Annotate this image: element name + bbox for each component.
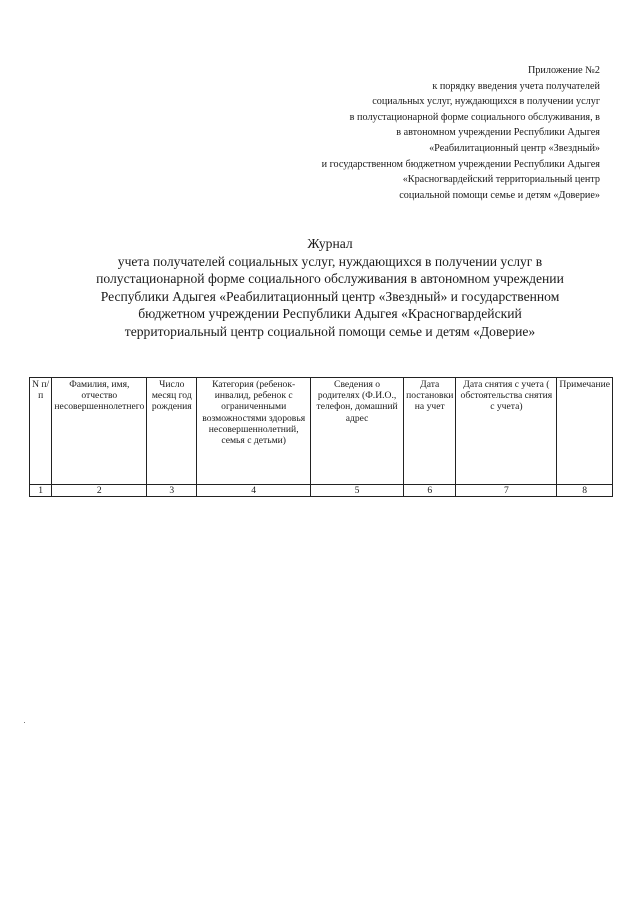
column-header-name: Фамилия, имя, отчество несовершеннолетнего <box>52 378 147 485</box>
document-title-text: учета получателей социальных услуг, нуждающихся в получении услуг в полустационарной форме социального обслуживания в автономном учреждении Республики Адыгея «Реабилитационный центр «Звездный» и государственном бюджетном учреждении Республики Адыгея «Красногвардейский территориальный центр социальной помощи семье и детям «Доверие» <box>96 253 564 339</box>
column-header-birthdate: Число месяц год рождения <box>147 378 197 485</box>
appendix-line: социальных услуг, нуждающихся в получении услуг <box>372 96 600 108</box>
appendix-line: к порядку введения учета получателей <box>432 80 600 92</box>
document-title-block <box>90 235 570 341</box>
scan-speck <box>24 722 25 723</box>
column-number: 4 <box>197 485 311 497</box>
appendix-line: социальной помощи семье и детям «Доверие» <box>399 189 600 201</box>
appendix-block <box>322 63 600 203</box>
column-header-deregistration-date: Дата снятия с учета ( обстоятельства снятия с учета) <box>456 378 557 485</box>
appendix-line: «Красногвардейский территориальный центр <box>402 174 600 186</box>
column-number: 1 <box>30 485 52 497</box>
column-number: 5 <box>311 485 404 497</box>
journal-table <box>29 377 613 497</box>
column-number: 6 <box>404 485 456 497</box>
appendix-line: и государственном бюджетном учреждении Республики Адыгея <box>321 158 600 170</box>
appendix-line: Приложение №2 <box>527 65 600 76</box>
appendix-line: в автономном учреждении Республики Адыгея <box>396 127 600 139</box>
column-header-number: N п/п <box>30 378 52 485</box>
column-header-notes: Примечание <box>557 378 613 485</box>
column-number: 8 <box>557 485 613 497</box>
column-header-category: Категория (ребенок-инвалид, ребенок с ограниченными возможностями здоровья несовершеннолетний, семья с детьми) <box>197 378 311 485</box>
table-header-row <box>30 378 613 485</box>
column-number: 2 <box>52 485 147 497</box>
column-header-registration-date: Дата постановки на учет <box>404 378 456 485</box>
table-column-number-row <box>30 485 613 497</box>
column-number: 3 <box>147 485 197 497</box>
document-heading: Журнал <box>307 236 353 251</box>
column-number: 7 <box>456 485 557 497</box>
appendix-line: в полустационарной форме социального обслуживания, в <box>349 111 600 123</box>
appendix-line: «Реабилитационный центр «Звездный» <box>429 142 600 154</box>
column-header-parents: Сведения о родителях (Ф.И.О., телефон, домашний адрес <box>311 378 404 485</box>
